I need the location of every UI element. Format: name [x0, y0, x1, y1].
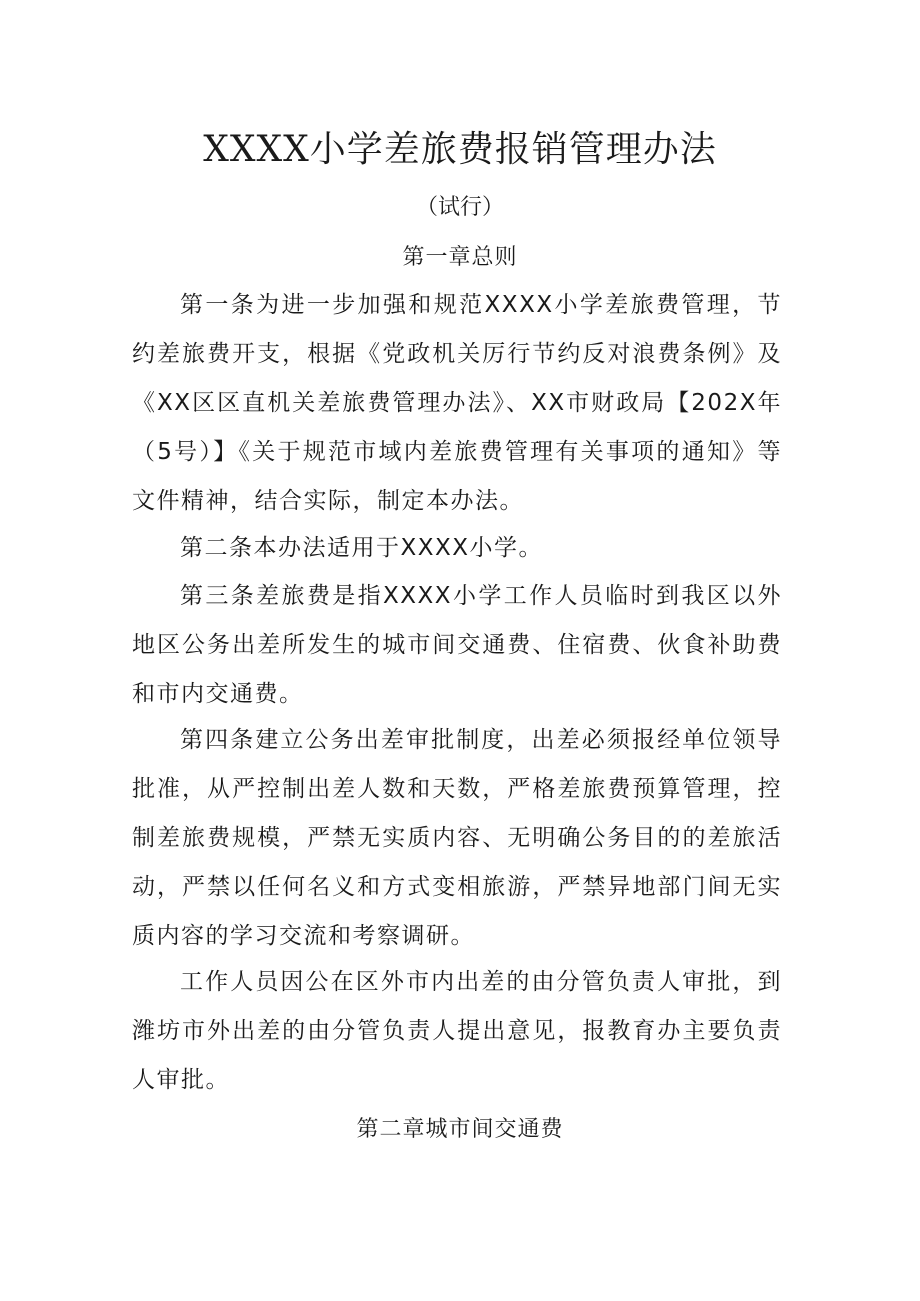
chapter-heading-1: 第一章总则 [402, 245, 518, 270]
article-3-paragraph: 第三条差旅费是指XXXX小学工作人员临时到我区以外地区公务出差所发生的城市间交通费、住宿费、伙食补助费和市内交通费。 [132, 583, 782, 707]
article-1-paragraph: 第一条为进一步加强和规范XXXX小学差旅费管理，节约差旅费开支，根据《党政机关厉行节约反对浪费条例》及《XX区区直机关差旅费管理办法》、XX市财政局【202X年（5号）】《关于规范市域内差旅费管理有关事项的通知》等文件精神，结合实际，制定本办法。 [132, 292, 782, 514]
approval-paragraph: 工作人员因公在区外市内出差的由分管负责人审批，到潍坊市外出差的由分管负责人提出意见，报教育办主要负责人审批。 [132, 969, 782, 1093]
document-title: XXXX小学差旅费报销管理办法 [203, 129, 717, 170]
document-subtitle: （试行） [415, 195, 504, 220]
article-2-paragraph: 第二条本办法适用于XXXX小学。 [180, 535, 544, 561]
chapter-heading-2: 第二章城市间交通费 [356, 1117, 564, 1142]
article-4-paragraph: 第四条建立公务出差审批制度，出差必须报经单位领导批准，从严控制出差人数和天数，严格差旅费预算管理，控制差旅费规模，严禁无实质内容、无明确公务目的的差旅活动，严禁以任何名义和方式变相旅游，严禁异地部门间无实质内容的学习交流和考察调研。 [132, 727, 782, 949]
